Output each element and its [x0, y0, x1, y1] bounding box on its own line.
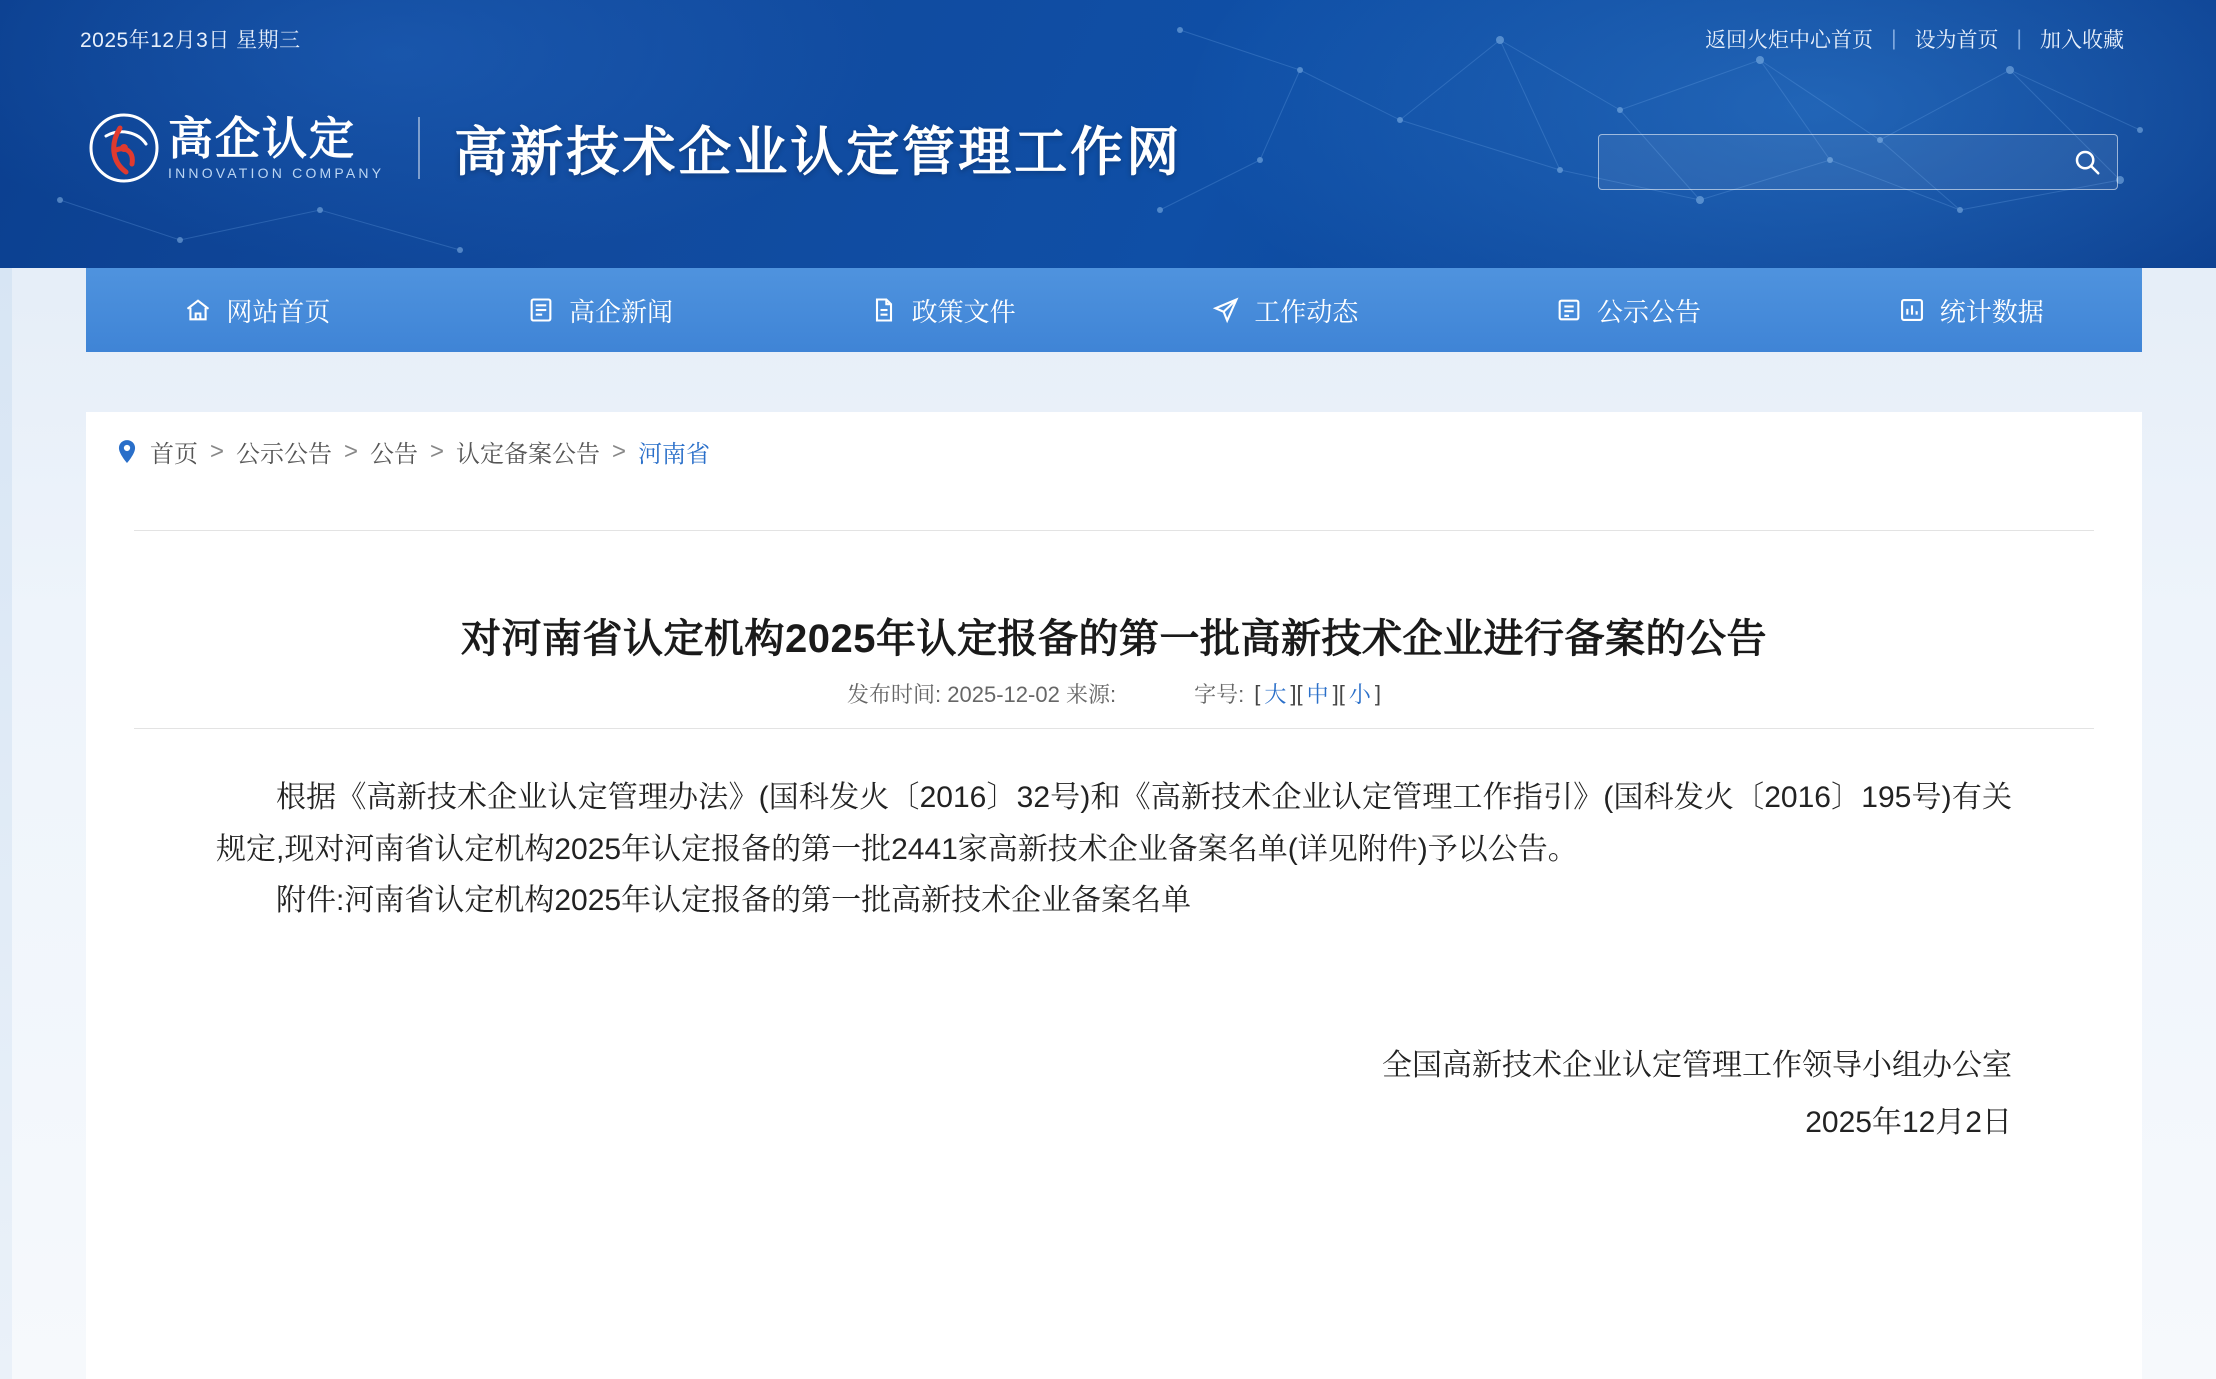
utility-links	[1687, 24, 2142, 54]
document-icon	[870, 296, 898, 324]
breadcrumb-separator-3: >	[430, 437, 445, 465]
news-icon	[527, 296, 555, 324]
logo-chinese-name: 高企认定	[168, 113, 357, 165]
source-label: 来源:	[1065, 682, 1117, 707]
location-pin-icon	[116, 439, 138, 465]
top-utility-bar	[0, 0, 2216, 72]
nav-label-home: 网站首页	[226, 296, 331, 327]
site-logo-icon	[86, 110, 162, 186]
article-signoff	[216, 1037, 2012, 1151]
fontsize-bracket-open-medium: [	[1296, 680, 1303, 706]
nav-item-statistics[interactable]	[1799, 268, 2142, 352]
announcement-icon	[1555, 296, 1583, 324]
fontsize-large-button[interactable]: 大	[1264, 682, 1287, 707]
chart-icon	[1898, 296, 1926, 324]
home-icon	[184, 296, 212, 324]
nav-item-work-updates[interactable]	[1114, 268, 1457, 352]
breadcrumb-separator-4: >	[612, 437, 627, 465]
fontsize-bracket-open-small: [	[1338, 680, 1345, 706]
search-icon	[2072, 147, 2102, 177]
main-navigation	[86, 268, 2142, 352]
link-add-favorite[interactable]: 加入收藏	[2040, 29, 2124, 52]
nav-label-news: 高企新闻	[569, 296, 674, 327]
left-edge-strip	[0, 268, 12, 1379]
signoff-date: 2025年12月2日	[1805, 1105, 2012, 1139]
breadcrumb-item-home[interactable]: 首页	[150, 441, 198, 468]
breadcrumb-separator-2: >	[344, 437, 359, 465]
article-paragraph-1: 根据《高新技术企业认定管理办法》(国科发火〔2016〕32号)和《高新技术企业认定管理工作指引》(国科发火〔2016〕195号)有关规定,现对河南省认定机构2025年认定报备的第一批2441家高新技术企业备案名单(详见附件)予以公告。	[216, 781, 2012, 866]
fontsize-bracket-close-large: ]	[1290, 680, 1297, 706]
breadcrumb-item-announcements[interactable]: 公示公告	[236, 441, 333, 468]
link-torch-center-home[interactable]: 返回火炬中心首页	[1705, 29, 1874, 52]
current-date: 2025年12月3日 星期三	[80, 29, 301, 52]
page-title: 对河南省认定机构2025年认定报备的第一批高新技术企业进行备案的公告	[461, 616, 1767, 661]
signoff-organization: 全国高新技术企业认定管理工作领导小组办公室	[1382, 1048, 2012, 1082]
breadcrumb-item-record-notice[interactable]: 认定备案公告	[456, 441, 601, 468]
breadcrumb-divider	[134, 530, 2094, 531]
breadcrumb-separator-1: >	[210, 437, 225, 465]
article-body	[216, 772, 2012, 1151]
article-meta	[86, 678, 2142, 709]
fontsize-bracket-open-large: [	[1254, 680, 1261, 706]
fontsize-small-button[interactable]: 小	[1348, 682, 1371, 707]
site-header	[0, 0, 2216, 268]
fontsize-label: 字号:	[1194, 682, 1245, 707]
nav-item-news[interactable]	[429, 268, 772, 352]
article-attachment: 附件:河南省认定机构2025年认定报备的第一批高新技术企业备案名单	[276, 884, 1192, 918]
search-button[interactable]	[2057, 136, 2117, 188]
search-box[interactable]	[1598, 134, 2118, 190]
nav-item-announcements[interactable]	[1457, 268, 1800, 352]
fontsize-bracket-close-medium: ]	[1332, 680, 1339, 706]
search-input[interactable]	[1599, 151, 2057, 174]
brand-block[interactable]	[86, 104, 1182, 192]
fontsize-medium-button[interactable]: 中	[1306, 682, 1329, 707]
paper-plane-icon	[1212, 296, 1240, 324]
content-card	[86, 412, 2142, 1379]
brand-divider	[418, 117, 420, 179]
publish-time-label: 发布时间:	[847, 682, 942, 707]
utility-separator-2: |	[2016, 27, 2022, 50]
nav-label-statistics: 统计数据	[1939, 296, 2044, 327]
fontsize-bracket-close-small: ]	[1374, 680, 1381, 706]
link-set-homepage[interactable]: 设为首页	[1914, 29, 1999, 52]
nav-item-policy[interactable]	[771, 268, 1114, 352]
publish-time-value: 2025-12-02	[947, 682, 1060, 707]
utility-separator-1: |	[1891, 27, 1897, 50]
publish-info	[847, 678, 1116, 709]
nav-item-home[interactable]	[86, 268, 429, 352]
breadcrumb-item-henan[interactable]: 河南省	[638, 441, 711, 468]
logo-english-name: INNOVATION COMPANY	[168, 164, 385, 181]
breadcrumb	[116, 434, 710, 469]
breadcrumb-item-notice[interactable]: 公告	[370, 441, 419, 468]
nav-label-work-updates: 工作动态	[1254, 296, 1359, 327]
nav-label-policy: 政策文件	[911, 296, 1016, 327]
site-title: 高新技术企业认定管理工作网	[454, 123, 1183, 182]
nav-label-announcements: 公示公告	[1597, 296, 1702, 327]
meta-divider	[134, 728, 2094, 729]
logo-text-block	[168, 110, 384, 186]
